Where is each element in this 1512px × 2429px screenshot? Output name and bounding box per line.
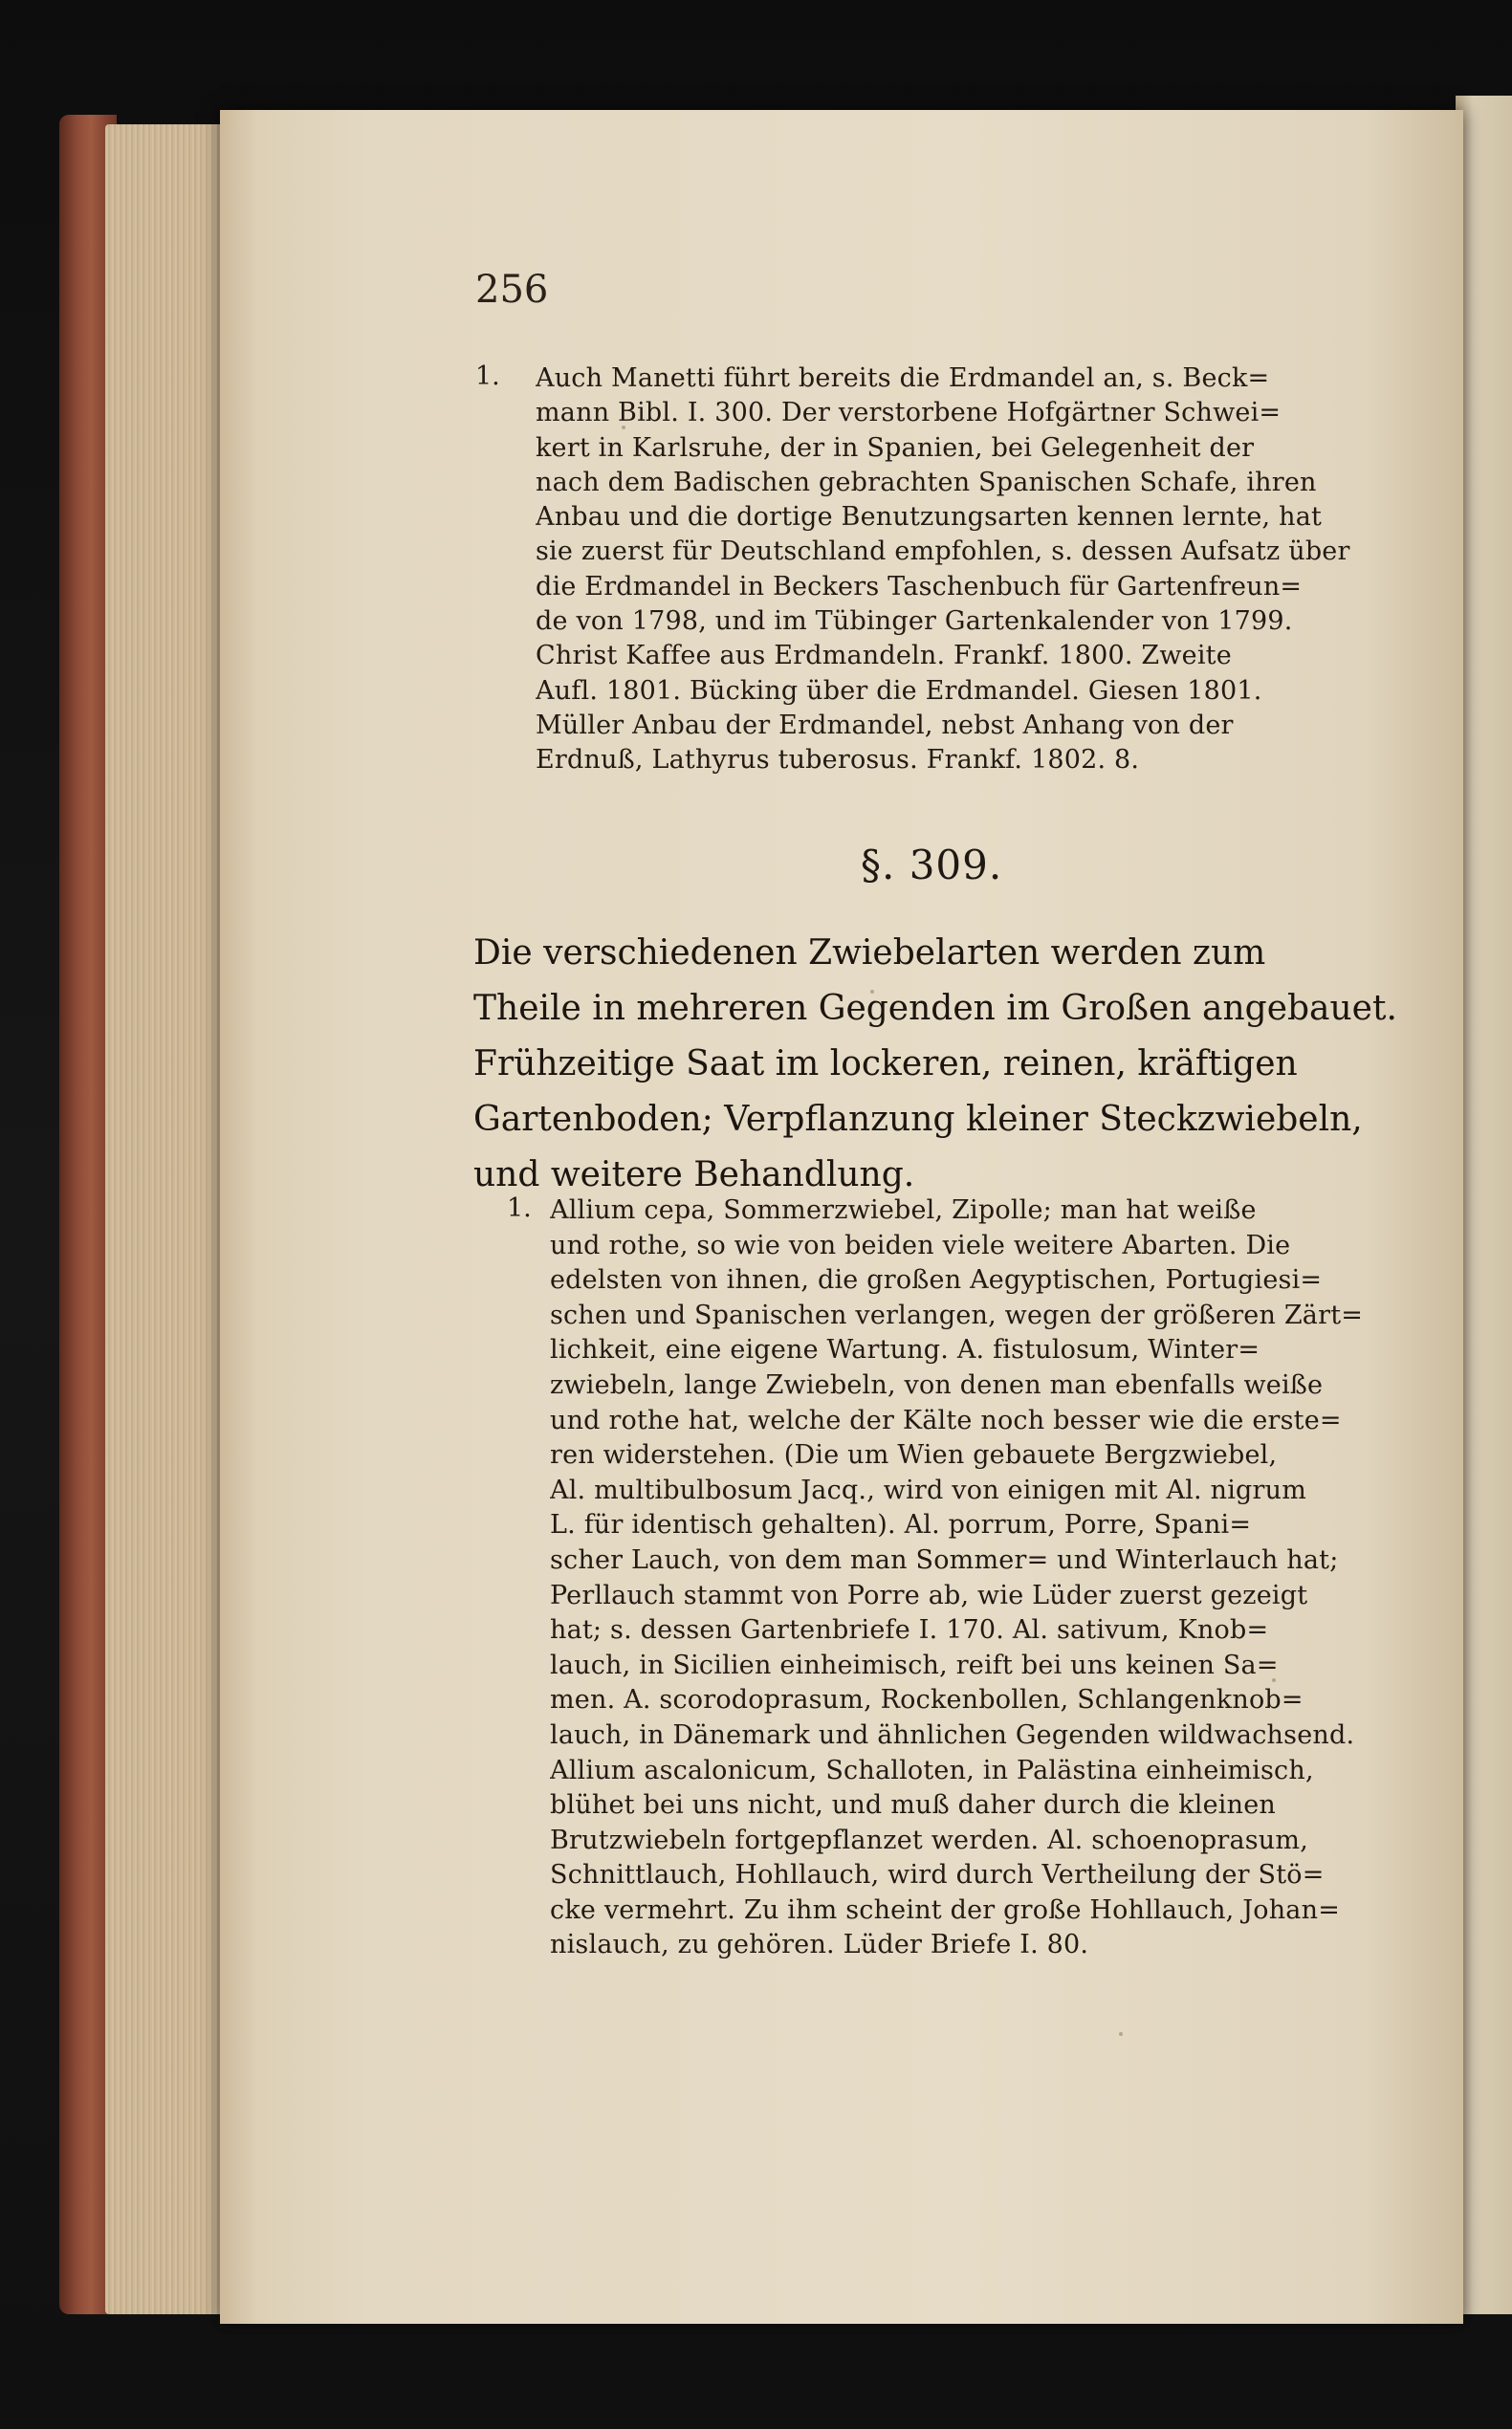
page-stack-edge	[105, 124, 230, 2314]
item-line: scher Lauch, von dem man Sommer= und Winterlauch hat;	[550, 1544, 1339, 1575]
item-line: zwiebeln, lange Zwiebeln, von denen man ebenfalls weiße	[550, 1369, 1324, 1400]
footnote-line: die Erdmandel in Beckers Taschenbuch für Gartenfreun=	[536, 571, 1303, 602]
item-line: cke vermehrt. Zu ihm scheint der große Hohllauch, Johan=	[550, 1894, 1341, 1925]
item-line: und rothe hat, welche der Kälte noch besser wie die erste=	[550, 1405, 1342, 1435]
summary-line: Die verschiedenen Zwiebelarten werden zum	[473, 933, 1266, 973]
item-line: edelsten von ihnen, die großen Aegyptischen, Portugiesi=	[550, 1265, 1323, 1296]
summary-line: Frühzeitige Saat im lockeren, reinen, kräftigen	[473, 1044, 1298, 1083]
item-line: blühet bei uns nicht, und muß daher durch die kleinen	[550, 1790, 1276, 1821]
footnote-line: sie zuerst für Deutschland empfohlen, s. dessen Aufsatz über	[536, 536, 1350, 567]
item-line: Al. multibulbosum Jacq., wird von einigen mit Al. nigrum	[550, 1475, 1307, 1505]
footnote-line: Erdnuß, Lathyrus tuberosus. Frankf. 1802. 8.	[536, 745, 1140, 776]
item-line: Schnittlauch, Hohllauch, wird durch Vertheilung der Stö=	[550, 1860, 1325, 1891]
footnote-line: Müller Anbau der Erdmandel, nebst Anhang von der	[536, 710, 1234, 740]
summary-line: und weitere Behandlung.	[473, 1155, 915, 1194]
section-heading: §. 309.	[861, 842, 1003, 888]
item-line: lauch, in Sicilien einheimisch, reift bei uns keinen Sa=	[550, 1650, 1279, 1680]
item-line: und rothe, so wie von beiden viele weitere Abarten. Die	[550, 1230, 1291, 1260]
summary-line: Theile in mehreren Gegenden im Großen angebauet.	[473, 989, 1397, 1028]
item-line: lichkeit, eine eigene Wartung. A. fistulosum, Winter=	[550, 1335, 1260, 1366]
footnote-line: nach dem Badischen gebrachten Spanischen Schafe, ihren	[536, 467, 1317, 497]
item-line: Allium ascalonicum, Schalloten, in Palästina einheimisch,	[550, 1755, 1314, 1785]
footnote-line: Anbau und die dortige Benutzungsarten kennen lernte, hat	[536, 502, 1323, 533]
item-line: L. für identisch gehalten). Al. porrum, Porre, Spani=	[550, 1510, 1252, 1541]
footnote-line: kert in Karlsruhe, der in Spanien, bei Gelegenheit der	[536, 432, 1255, 463]
footnote-line: Christ Kaffee aus Erdmandeln. Frankf. 1800. Zweite	[536, 641, 1232, 671]
page-number: 256	[475, 268, 549, 312]
item-line: hat; s. dessen Gartenbriefe I. 170. Al. sativum, Knob=	[550, 1615, 1269, 1646]
footnote-line: de von 1798, und im Tübinger Gartenkalender von 1799.	[536, 606, 1293, 637]
facing-page-edge	[1456, 96, 1512, 2314]
item-line: ren widerstehen. (Die um Wien gebauete Bergzwiebel,	[550, 1440, 1278, 1471]
footnote-line: Auch Manetti führt bereits die Erdmandel an, s. Beck=	[536, 363, 1270, 393]
footnote	[536, 361, 1396, 778]
item-line: Perllauch stammt von Porre ab, wie Lüder zuerst gezeigt	[550, 1580, 1308, 1610]
list-item	[550, 1193, 1406, 1963]
item-line: men. A. scorodoprasum, Rockenbollen, Schlangenknob=	[550, 1685, 1304, 1716]
item-line: Allium cepa, Sommerzwiebel, Zipolle; man hat weiße	[550, 1195, 1257, 1225]
footnote-line: mann Bibl. I. 300. Der verstorbene Hofgärtner Schwei=	[536, 398, 1282, 428]
item-line: schen und Spanischen verlangen, wegen der größeren Zärt=	[550, 1300, 1364, 1330]
footnote-line: Aufl. 1801. Bücking über die Erdmandel. Giesen 1801.	[536, 675, 1262, 706]
item-number: 1.	[507, 1193, 532, 1223]
footnote-number: 1.	[475, 361, 500, 391]
item-line: Brutzwiebeln fortgepflanzet werden. Al. schoenoprasum,	[550, 1825, 1308, 1855]
summary-line: Gartenboden; Verpflanzung kleiner Steckzwiebeln,	[473, 1100, 1363, 1139]
section-summary	[473, 926, 1401, 1203]
item-line: nislauch, zu gehören. Lüder Briefe I. 80.	[550, 1930, 1089, 1960]
item-line: lauch, in Dänemark und ähnlichen Gegenden wildwachsend.	[550, 1719, 1355, 1750]
